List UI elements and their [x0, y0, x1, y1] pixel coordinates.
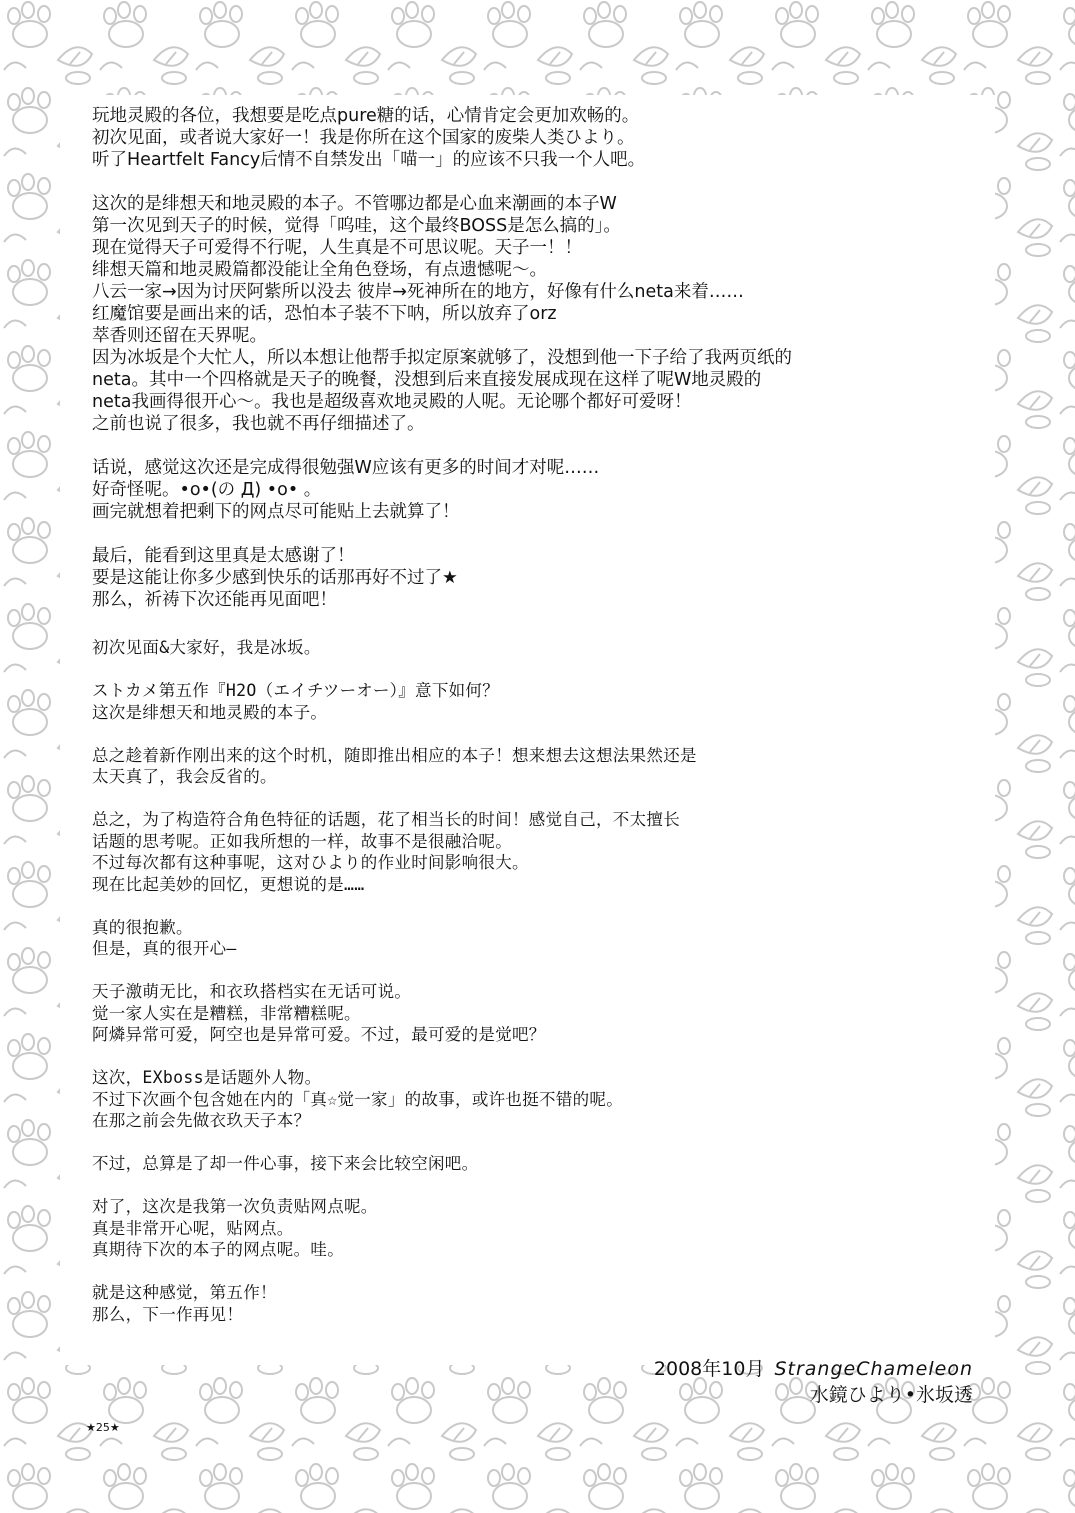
paragraph	[92, 809, 982, 895]
text-line: 因为冰坂是个大忙人，所以本想让他帮手拟定原案就够了，没想到他一下子给了我两页纸的	[92, 348, 792, 368]
paragraph	[92, 680, 982, 723]
text-line: 好奇怪呢。•o•(の Д) •o• 。	[92, 480, 322, 500]
text-line: 真是非常开心呢，贴网点。	[92, 1218, 294, 1238]
afterword-hisaka	[92, 637, 982, 1347]
paragraph	[92, 1282, 982, 1325]
text-line: neta。其中一个四格就是天子的晚餐，没想到后来直接发展成现在这样了呢W地灵殿的	[92, 370, 762, 390]
paragraph	[92, 1196, 982, 1261]
text-line: 真的很抱歉。	[92, 917, 193, 937]
text-line: 就是这种感觉，第五作！	[92, 1283, 277, 1302]
signature-authors: 水鏡ひより•氷坂透	[809, 1384, 973, 1406]
paragraph	[92, 637, 982, 659]
paragraph	[92, 105, 982, 171]
text-line: 现在比起美妙的回忆，更想说的是……	[92, 874, 365, 894]
text-line: 这次是绯想天和地灵殿的本子。	[92, 702, 328, 722]
text-line: 话说，感觉这次还是完成得很勉强W应该有更多的时间才对呢……	[92, 458, 600, 478]
text-line: 这次的是绯想天和地灵殿的本子。不管哪边都是心血来潮画的本子W	[92, 194, 617, 214]
signature-date-line	[654, 1356, 973, 1382]
text-line: 阿燐异常可爱，阿空也是异常可爱。不过，最可爱的是觉吧？	[92, 1025, 546, 1044]
text-line: 初次见面，或者说大家好一！我是你所在这个国家的废柴人类ひより。	[92, 128, 635, 148]
text-line: 但是，真的很开心—	[92, 939, 237, 958]
text-line: 总之趁着新作刚出来的这个时机，随即推出相应的本子！想来想去这想法果然还是	[92, 745, 697, 765]
paragraph	[92, 1153, 982, 1175]
text-line: 不过每次都有这种事呢，这对ひより的作业时间影响很大。	[92, 853, 529, 872]
signature	[654, 1356, 973, 1408]
signature-date: 2008年10月	[653, 1358, 765, 1380]
text-line: 话题的思考呢。正如我所想的一样，故事不是很融洽呢。	[92, 831, 512, 851]
text-line: 这次，EXboss是话题外人物。	[92, 1068, 322, 1087]
text-line: 那么，下一作再见！	[92, 1304, 244, 1324]
text-line: 画完就想着把剩下的网点尽可能贴上去就算了！	[92, 502, 460, 522]
paragraph	[92, 457, 982, 523]
text-line: neta我画得很开心～。我也是超级喜欢地灵殿的人呢。无论哪个都好可爱呀！	[92, 392, 692, 412]
text-line: 总之，为了构造符合角色特征的话题，花了相当长的时间！感觉自己，不太擅长	[92, 810, 680, 829]
text-line: 对了，这次是我第一次负责贴网点呢。	[92, 1197, 378, 1216]
text-line: 绯想天篇和地灵殿篇都没能让全角色登场，有点遗憾呢～。	[92, 260, 547, 280]
paragraph	[92, 545, 982, 611]
text-line: 初次见面&大家好，我是冰坂。	[92, 638, 321, 657]
text-line: 真期待下次的本子的网点呢。哇。	[92, 1240, 344, 1259]
text-line: 第一次见到天子的时候，觉得「呜哇，这个最终BOSS是怎么搞的」。	[92, 216, 621, 236]
text-line: 太天真了，我会反省的。	[92, 767, 277, 786]
paragraph	[92, 193, 982, 435]
text-line: ストカメ第五作『H2O（エイチツーオー）』意下如何？	[92, 681, 500, 700]
paragraph	[92, 745, 982, 788]
paragraph	[92, 917, 982, 960]
text-line: 玩地灵殿的各位，我想要是吃点pure糖的话，心情肯定会更加欢畅的。	[92, 106, 640, 126]
text-line: 现在觉得天子可爱得不行呢，人生真是不可思议呢。天子一！！	[92, 238, 582, 258]
text-line: 那么，祈祷下次还能再见面吧！	[92, 590, 337, 610]
page-number: ★25★	[86, 1421, 120, 1434]
paragraph	[92, 1067, 982, 1132]
text-line: 天子激萌无比，和衣玖搭档实在无话可说。	[92, 982, 412, 1001]
text-line: 不过下次画个包含她在内的「真☆觉一家」的故事，或许也挺不错的呢。	[92, 1089, 624, 1109]
text-line: 最后，能看到这里真是太感谢了！	[92, 546, 355, 566]
text-line: 要是这能让你多少感到快乐的话那再好不过了★	[92, 568, 458, 588]
text-line: 红魔馆要是画出来的话，恐怕本子装不下呐，所以放弃了orz	[92, 304, 557, 324]
text-line: 听了Heartfelt Fancy后情不自禁发出「喵一」的应该不只我一个人吧。	[92, 150, 646, 170]
text-line: 不过，总算是了却一件心事，接下来会比较空闲吧。	[92, 1154, 479, 1173]
signature-circle: StrangeChameleon	[774, 1358, 973, 1380]
text-line: 八云一家→因为讨厌阿紫所以没去 彼岸→死神所在的地方，好像有什么neta来着……	[92, 282, 744, 302]
afterword-hiyori	[92, 105, 982, 633]
paragraph	[92, 981, 982, 1046]
text-line: 在那之前会先做衣玖天子本？	[92, 1111, 311, 1130]
text-line: 萃香则还留在天界呢。	[92, 326, 267, 346]
text-line: 觉一家人实在是糟糕，非常糟糕呢。	[92, 1003, 361, 1023]
text-line: 之前也说了很多，我也就不再仔细描述了。	[92, 414, 425, 434]
